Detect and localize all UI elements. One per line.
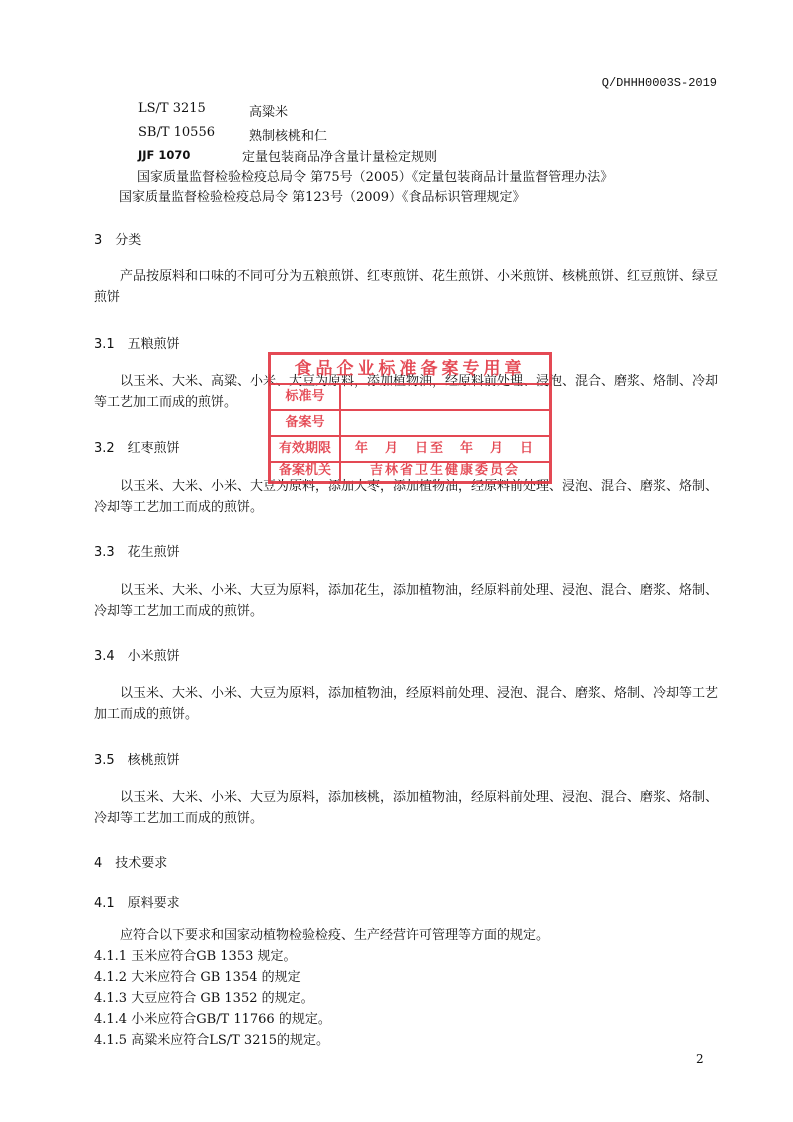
subsection-paragraph: 以玉米、大米、小米、大豆为原料，添加核桃，添加植物油，经原料前处理、浸泡、混合、磨浆、烙制、冷却等工艺加工而成的煎饼。: [94, 790, 719, 826]
subsection-heading: 3.2 红枣煎饼: [94, 441, 180, 456]
subsection-paragraph: 以玉米、大米、小米、大豆为原料，添加大枣，添加植物油，经原料前处理、浸泡、混合、磨浆、烙制、冷却等工艺加工而成的煎饼。: [94, 479, 719, 515]
stamp-row: [271, 385, 549, 411]
stamp-value: [341, 385, 549, 409]
standard-code: Q/DHHH0003S-2019: [601, 76, 717, 90]
ref-code: SB/T 10556: [138, 125, 215, 140]
requirement-item: 4.1.2 大米应符合 GB 1354 的规定: [94, 970, 301, 985]
subsection-heading: 4.1 原料要求: [94, 896, 180, 911]
stamp-label: 有效期限: [271, 437, 341, 461]
section-heading: 3 分类: [94, 233, 142, 248]
subsection-paragraph: 以玉米、大米、小米、大豆为原料，添加植物油，经原料前处理、浸泡、混合、磨浆、烙制、冷却等工艺加工而成的煎饼。: [94, 686, 719, 722]
ref-title: 定量包装商品净含量计量检定规则: [242, 150, 438, 165]
filing-stamp: [268, 352, 552, 484]
ref-title: 高粱米: [249, 105, 289, 120]
requirement-item: 4.1.1 玉米应符合GB 1353 规定。: [94, 949, 297, 964]
regulation-line: 国家质量监督检验检疫总局令 第75号（2005）《定量包装商品计量监督管理办法》: [137, 170, 614, 185]
requirement-item: 4.1.3 大豆应符合 GB 1352 的规定。: [94, 991, 314, 1006]
stamp-value: 吉林省卫生健康委员会: [369, 463, 520, 478]
ref-code: JJF 1070: [138, 148, 191, 162]
stamp-label: 标准号: [271, 385, 341, 409]
requirement-intro: 应符合以下要求和国家动植物检验检疫、生产经营许可管理等方面的规定。: [120, 928, 550, 943]
page-number: 2: [696, 1052, 704, 1066]
stamp-row: [271, 459, 549, 483]
subsection-paragraph: 以玉米、大米、高粱、小米、大豆为原料，添加植物油，经原料前处理、浸泡、混合、磨浆、烙制、冷却等工艺加工而成的煎饼。: [94, 374, 719, 410]
ref-code: LS/T 3215: [138, 101, 206, 116]
stamp-row: [271, 411, 549, 437]
subsection-heading: 3.4 小米煎饼: [94, 649, 180, 664]
ref-title: 熟制核桃和仁: [249, 129, 328, 144]
section-heading: 4 技术要求: [94, 856, 168, 871]
stamp-label: 备案机关: [271, 459, 341, 483]
stamp-title: 食品企业标准备案专用章: [271, 355, 549, 385]
section-paragraph: 产品按原料和口味的不同可分为五粮煎饼、红枣煎饼、花生煎饼、小米煎饼、核桃煎饼、红豆煎饼、绿豆煎饼: [94, 269, 719, 305]
subsection-heading: 3.5 核桃煎饼: [94, 753, 180, 768]
regulation-line: 国家质量监督检验检疫总局令 第123号（2009）《食品标识管理规定》: [119, 190, 526, 205]
requirement-item: 4.1.4 小米应符合GB/T 11766 的规定。: [94, 1012, 331, 1027]
stamp-label: 备案号: [271, 411, 341, 435]
subsection-heading: 3.1 五粮煎饼: [94, 337, 180, 352]
stamp-value: 年 月 日至 年 月 日: [354, 441, 535, 456]
subsection-heading: 3.3 花生煎饼: [94, 545, 180, 560]
stamp-value: [341, 411, 549, 435]
requirement-item: 4.1.5 高粱米应符合LS/T 3215的规定。: [94, 1033, 330, 1048]
subsection-paragraph: 以玉米、大米、小米、大豆为原料，添加花生，添加植物油，经原料前处理、浸泡、混合、磨浆、烙制、冷却等工艺加工而成的煎饼。: [94, 583, 719, 619]
